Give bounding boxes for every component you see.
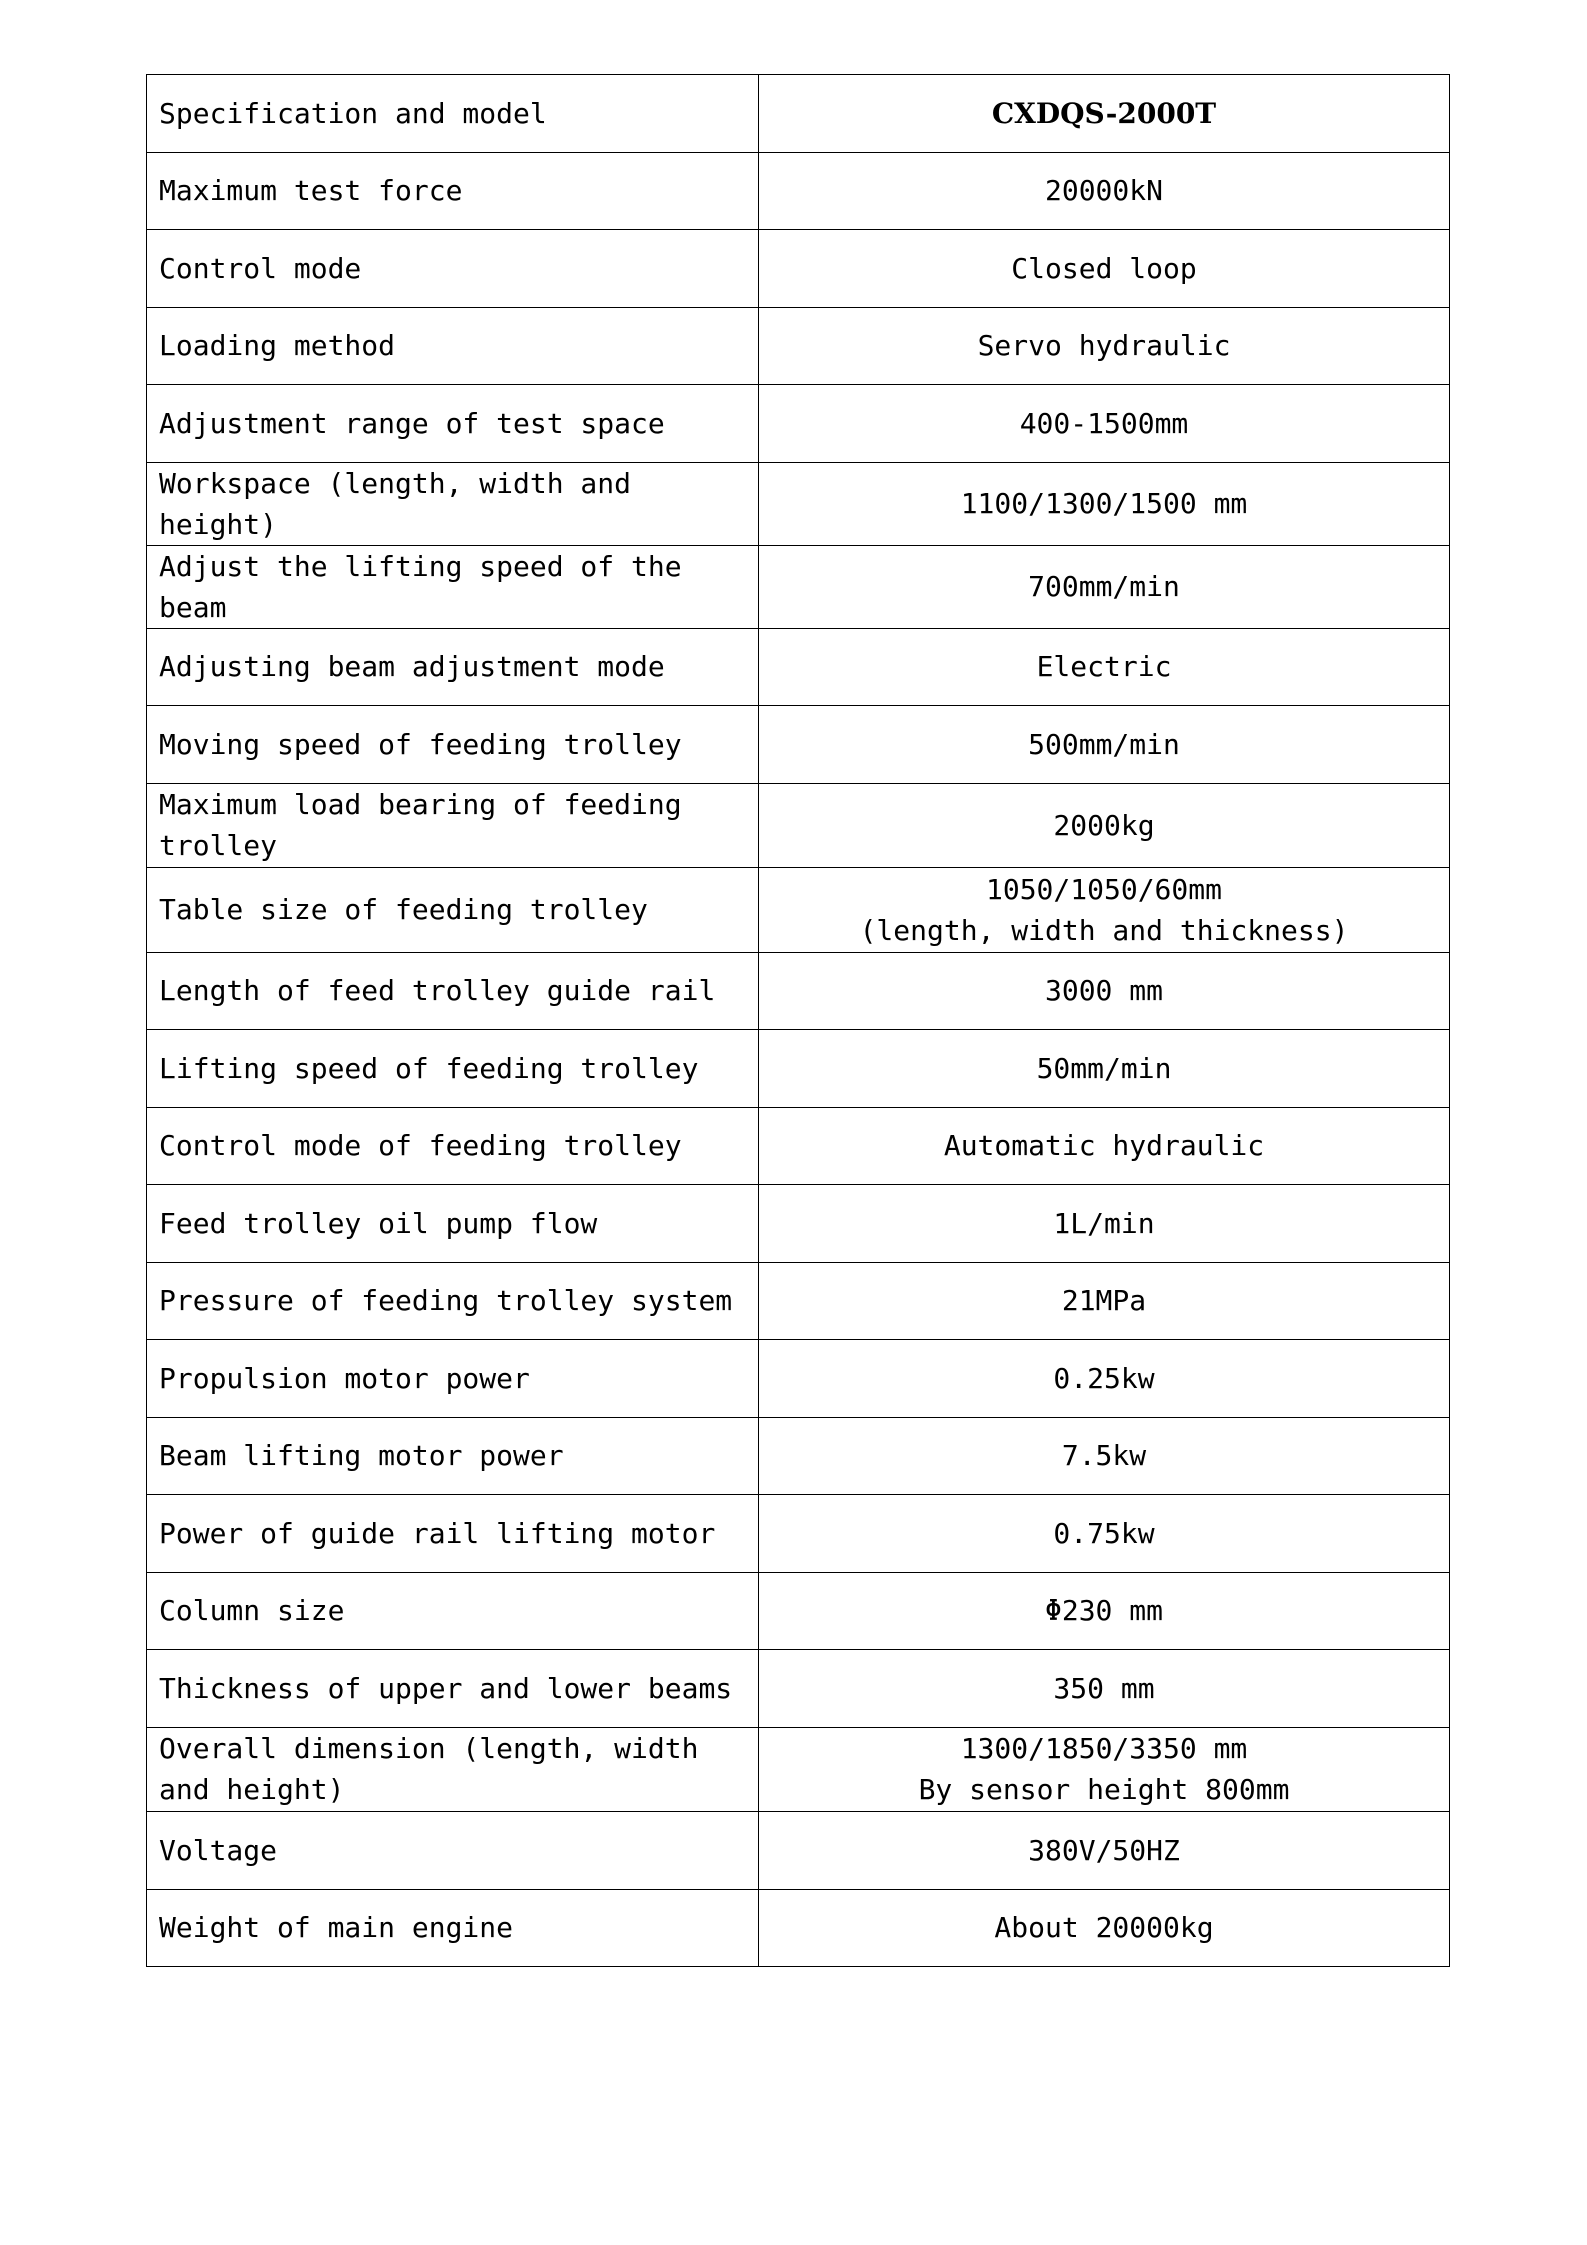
table-row — [147, 152, 1450, 230]
spec-label: Thickness of upper and lower beams — [147, 1650, 759, 1728]
table-row — [147, 1107, 1450, 1185]
spec-value: About 20000kg — [759, 1889, 1450, 1967]
spec-label: Control mode — [147, 230, 759, 308]
table-row — [147, 230, 1450, 308]
spec-label: Loading method — [147, 307, 759, 385]
spec-table — [146, 74, 1450, 1967]
spec-value: 1050/1050/60mm (length, width and thickness) — [759, 868, 1450, 953]
spec-value: Servo hydraulic — [759, 307, 1450, 385]
spec-label: Control mode of feeding trolley — [147, 1107, 759, 1185]
spec-label: Adjustment range of test space — [147, 385, 759, 463]
spec-value: 3000 mm — [759, 952, 1450, 1030]
spec-value: 350 mm — [759, 1650, 1450, 1728]
spec-label: Lifting speed of feeding trolley — [147, 1030, 759, 1108]
spec-label: Adjust the lifting speed of the beam — [147, 545, 759, 628]
spec-value: 700mm/min — [759, 545, 1450, 628]
spec-label: Beam lifting motor power — [147, 1417, 759, 1495]
table-row — [147, 1812, 1450, 1890]
spec-value: 1300/1850/3350 mm By sensor height 800mm — [759, 1727, 1450, 1812]
spec-value: Automatic hydraulic — [759, 1107, 1450, 1185]
spec-label: Maximum test force — [147, 152, 759, 230]
table-row — [147, 1495, 1450, 1573]
table-row — [147, 75, 1450, 153]
table-row — [147, 1572, 1450, 1650]
spec-label: Length of feed trolley guide rail — [147, 952, 759, 1030]
spec-label: Propulsion motor power — [147, 1340, 759, 1418]
spec-label: Table size of feeding trolley — [147, 868, 759, 953]
spec-value: 0.75kw — [759, 1495, 1450, 1573]
table-row — [147, 462, 1450, 545]
table-row — [147, 307, 1450, 385]
spec-label: Workspace (length, width and height) — [147, 462, 759, 545]
table-row — [147, 1030, 1450, 1108]
table-row — [147, 545, 1450, 628]
spec-value: 21MPa — [759, 1262, 1450, 1340]
table-row — [147, 783, 1450, 868]
spec-label: Overall dimension (length, width and height) — [147, 1727, 759, 1812]
table-row — [147, 1340, 1450, 1418]
spec-label: Adjusting beam adjustment mode — [147, 628, 759, 706]
spec-value: 7.5kw — [759, 1417, 1450, 1495]
spec-label: Power of guide rail lifting motor — [147, 1495, 759, 1573]
spec-value: Closed loop — [759, 230, 1450, 308]
table-row — [147, 1650, 1450, 1728]
table-row — [147, 706, 1450, 784]
table-row — [147, 1185, 1450, 1263]
table-row — [147, 628, 1450, 706]
spec-value: 400-1500mm — [759, 385, 1450, 463]
spec-value: 500mm/min — [759, 706, 1450, 784]
spec-value: 0.25kw — [759, 1340, 1450, 1418]
spec-label: Maximum load bearing of feeding trolley — [147, 783, 759, 868]
table-row — [147, 1889, 1450, 1967]
table-row — [147, 1262, 1450, 1340]
spec-value: CXDQS-2000T — [759, 75, 1450, 153]
spec-label: Weight of main engine — [147, 1889, 759, 1967]
spec-label: Pressure of feeding trolley system — [147, 1262, 759, 1340]
table-row — [147, 1727, 1450, 1812]
spec-value: 380V/50HZ — [759, 1812, 1450, 1890]
spec-value: Electric — [759, 628, 1450, 706]
spec-value: Φ230 mm — [759, 1572, 1450, 1650]
spec-label: Moving speed of feeding trolley — [147, 706, 759, 784]
spec-label: Specification and model — [147, 75, 759, 153]
spec-value: 50mm/min — [759, 1030, 1450, 1108]
table-row — [147, 868, 1450, 953]
spec-label: Feed trolley oil pump flow — [147, 1185, 759, 1263]
table-row — [147, 385, 1450, 463]
spec-value: 2000kg — [759, 783, 1450, 868]
spec-value: 20000kN — [759, 152, 1450, 230]
spec-label: Voltage — [147, 1812, 759, 1890]
spec-value: 1100/1300/1500 mm — [759, 462, 1450, 545]
table-row — [147, 1417, 1450, 1495]
spec-label: Column size — [147, 1572, 759, 1650]
spec-value: 1L/min — [759, 1185, 1450, 1263]
table-row — [147, 952, 1450, 1030]
